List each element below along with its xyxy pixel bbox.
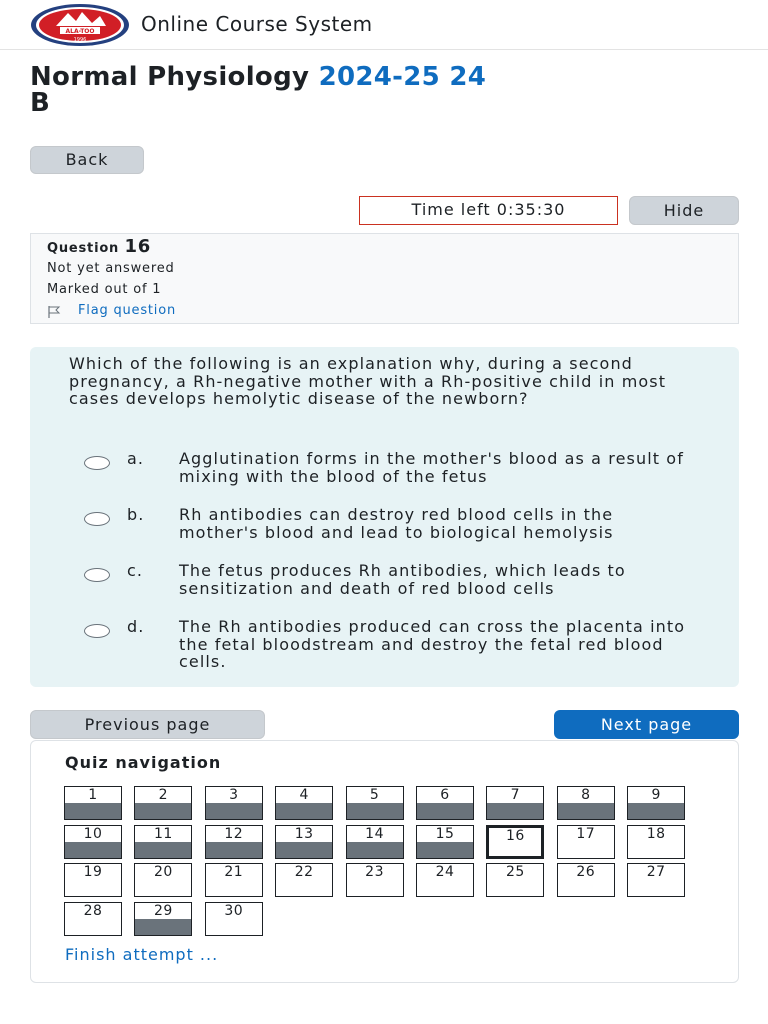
quiz-nav-number: 29 — [153, 902, 173, 919]
quiz-nav-number: 7 — [510, 787, 521, 803]
quiz-nav-button-9[interactable] — [627, 786, 685, 820]
radio-button[interactable] — [84, 456, 110, 470]
quiz-nav-button-19[interactable] — [64, 863, 122, 897]
answered-indicator — [276, 803, 332, 819]
answered-indicator — [65, 803, 121, 819]
question-content — [30, 347, 739, 687]
top-navbar — [0, 0, 768, 50]
radio-button[interactable] — [84, 624, 110, 638]
answer-option-c[interactable] — [30, 562, 739, 616]
quiz-nav-number: 19 — [83, 864, 103, 880]
quiz-nav-button-25[interactable] — [486, 863, 544, 897]
quiz-nav-number: 27 — [646, 864, 666, 880]
radio-button[interactable] — [84, 512, 110, 526]
flag-icon — [47, 305, 61, 319]
quiz-nav-button-18[interactable] — [627, 825, 685, 859]
question-label: Question — [47, 241, 125, 256]
answered-indicator — [558, 803, 614, 819]
quiz-navigation-title: Quiz navigation — [65, 753, 222, 772]
quiz-nav-number: 26 — [576, 864, 596, 880]
answered-indicator — [135, 803, 191, 819]
quiz-nav-number: 9 — [651, 787, 661, 803]
answered-indicator — [417, 803, 473, 819]
quiz-nav-button-24[interactable] — [416, 863, 474, 897]
flag-question-link[interactable] — [47, 303, 176, 318]
answer-text: The fetus produces Rh antibodies, which leads to sensitization and death of red blood cells — [179, 561, 626, 598]
answer-option-d[interactable] — [30, 618, 739, 672]
quiz-nav-button-22[interactable] — [275, 863, 333, 897]
flag-question-label: Flag question — [78, 303, 177, 318]
logo-year: 1996 — [73, 37, 87, 43]
quiz-nav-number: 21 — [224, 864, 244, 880]
answered-indicator — [487, 803, 543, 819]
quiz-nav-number: 16 — [505, 827, 525, 844]
quiz-nav-number: 28 — [83, 902, 103, 919]
quiz-nav-button-5[interactable] — [346, 786, 404, 820]
quiz-nav-button-23[interactable] — [346, 863, 404, 897]
answered-indicator — [628, 803, 684, 819]
site-name[interactable]: Online Course System — [141, 12, 373, 36]
quiz-nav-button-8[interactable] — [557, 786, 615, 820]
answered-indicator — [347, 842, 403, 858]
quiz-navigation-panel — [30, 740, 739, 983]
quiz-nav-button-1[interactable] — [64, 786, 122, 820]
quiz-nav-number: 24 — [435, 864, 455, 880]
quiz-nav-button-16[interactable] — [486, 825, 544, 859]
quiz-nav-button-12[interactable] — [205, 825, 263, 859]
quiz-nav-number: 13 — [294, 825, 314, 842]
answer-letter: c. — [127, 561, 144, 580]
quiz-nav-number: 20 — [153, 864, 173, 880]
answered-indicator — [206, 842, 262, 858]
quiz-nav-number: 2 — [158, 787, 169, 803]
answered-indicator — [417, 842, 473, 858]
quiz-nav-number: 23 — [365, 864, 384, 880]
quiz-nav-button-10[interactable] — [64, 825, 122, 859]
quiz-nav-number: 1 — [88, 787, 98, 803]
next-page-button[interactable]: Next page — [554, 710, 739, 739]
question-info-panel — [30, 233, 739, 324]
quiz-nav-number: 11 — [153, 825, 173, 842]
answered-indicator — [276, 842, 332, 858]
quiz-nav-number: 25 — [505, 864, 525, 880]
quiz-nav-button-3[interactable] — [205, 786, 263, 820]
page-title — [30, 64, 730, 116]
quiz-nav-number: 10 — [83, 825, 103, 842]
radio-button[interactable] — [84, 568, 110, 582]
quiz-nav-button-6[interactable] — [416, 786, 474, 820]
quiz-nav-number: 6 — [440, 787, 450, 803]
answered-indicator — [135, 842, 191, 858]
quiz-nav-button-4[interactable] — [275, 786, 333, 820]
quiz-nav-number: 14 — [365, 825, 384, 842]
answered-indicator — [206, 803, 262, 819]
course-group: B — [30, 88, 51, 118]
quiz-nav-number: 12 — [224, 825, 244, 842]
question-number — [47, 236, 151, 257]
quiz-nav-button-21[interactable] — [205, 863, 263, 897]
question-text: Which of the following is an explanation why, during a second pregnancy, a Rh-negative mother with a Rh-positive child in most cases develops hemolytic disease of the newborn? — [69, 354, 667, 409]
logo-badge-text: ALA-TOO — [65, 28, 95, 35]
answer-text: Agglutination forms in the mother's blood as a result of mixing with the blood of the fetus — [179, 449, 684, 486]
quiz-nav-button-17[interactable] — [557, 825, 615, 859]
quiz-nav-number: 22 — [294, 864, 314, 880]
quiz-nav-button-11[interactable] — [134, 825, 192, 859]
back-button[interactable]: Back — [30, 146, 144, 174]
answered-indicator — [135, 919, 191, 935]
answer-letter: b. — [127, 505, 145, 524]
quiz-nav-number: 30 — [224, 902, 244, 919]
answer-option-b[interactable] — [30, 506, 739, 560]
answer-text: Rh antibodies can destroy red blood cells in the mother's blood and lead to biological hemolysis — [179, 505, 614, 542]
quiz-nav-button-29[interactable] — [134, 902, 192, 936]
course-title: Normal Physiology — [30, 62, 319, 92]
quiz-nav-button-2[interactable] — [134, 786, 192, 820]
answered-indicator — [65, 842, 121, 858]
university-logo[interactable] — [30, 3, 130, 47]
answer-text: The Rh antibodies produced can cross the placenta into the fetal bloodstream and destroy the fetal red blood cells. — [179, 617, 686, 672]
answered-indicator — [347, 803, 403, 819]
quiz-nav-button-26[interactable] — [557, 863, 615, 897]
answer-option-a[interactable] — [30, 450, 739, 504]
quiz-nav-button-28[interactable] — [64, 902, 122, 936]
quiz-nav-button-30[interactable] — [205, 902, 263, 936]
answer-letter: d. — [127, 617, 145, 636]
quiz-nav-button-7[interactable] — [486, 786, 544, 820]
quiz-nav-button-14[interactable] — [346, 825, 404, 859]
answer-letter: a. — [127, 449, 145, 468]
hide-timer-button[interactable]: Hide — [629, 196, 739, 225]
finish-attempt-link[interactable]: Finish attempt ... — [65, 945, 219, 964]
quiz-nav-number: 17 — [576, 825, 596, 842]
quiz-nav-number: 3 — [229, 787, 239, 803]
course-term: 2024-25 24 — [318, 62, 487, 92]
quiz-nav-number: 4 — [299, 787, 309, 803]
quiz-nav-button-13[interactable] — [275, 825, 333, 859]
question-state: Not yet answered — [47, 261, 175, 276]
quiz-nav-number: 5 — [369, 787, 380, 803]
question-grade: Marked out of 1 — [47, 282, 162, 297]
quiz-nav-number: 15 — [435, 825, 455, 842]
quiz-nav-button-20[interactable] — [134, 863, 192, 897]
previous-page-button[interactable]: Previous page — [30, 710, 265, 739]
quiz-nav-button-27[interactable] — [627, 863, 685, 897]
quiz-nav-number: 8 — [581, 787, 591, 803]
quiz-nav-number: 18 — [646, 825, 666, 842]
quiz-timer: Time left 0:35:30 — [359, 196, 618, 225]
quiz-nav-button-15[interactable] — [416, 825, 474, 859]
question-number-value: 16 — [124, 236, 152, 257]
